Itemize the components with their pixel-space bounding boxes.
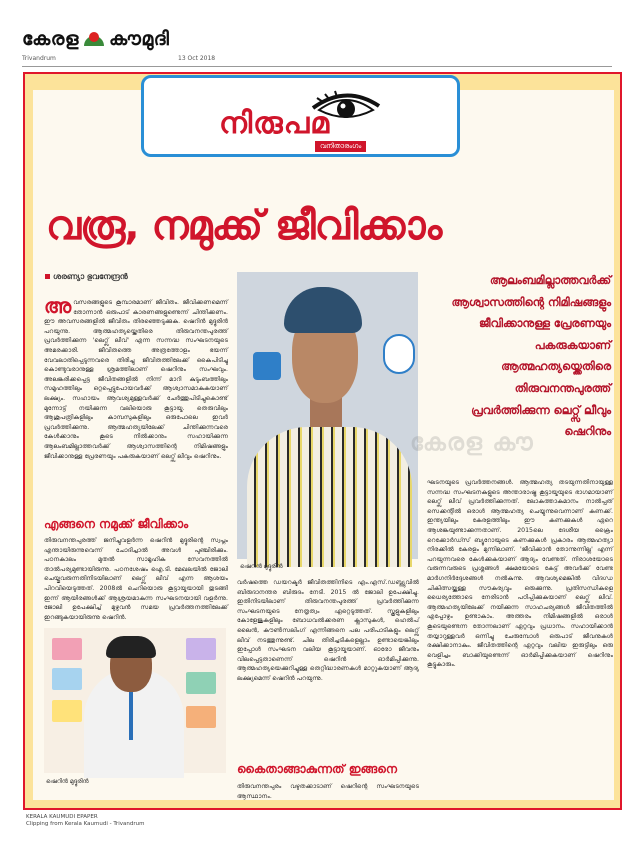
byline-author: ശരണ്യാ ഭുവനേന്ദ്രൻ — [53, 272, 128, 281]
intro-paragraph — [44, 294, 228, 512]
striped-shirt — [247, 427, 412, 567]
section-banner — [141, 75, 460, 157]
intro-text: വസരങ്ങളുടെ കൂമ്പാരമാണ് ജീവിതം. ജീവിക്കണമെന്ന് തോന്നാൻ ഒരുപാട് കാരണങ്ങളുണ്ടെന്ന് ചിന്തിക്കണം. ഈ അവസരങ്ങളിൽ ജീവിതം തിരഞ്ഞെടുക്കുക. ഷെറിൻ മുദ്ദൂരിൻ പറയുന്നു. ആത്മഹത്യയ്ക്കെതിരെ തിരുവനന്തപുരത്ത് പ്രവർത്തിക്കുന്ന 'ലെറ്റ്സ് ലീവ്' എന്ന സന്നദ്ധ സംഘടനയുടെ അമരക്കാരി. ജീവിതത്തെ അത്രത്തോളം ഭയന്ന് വേവലാതിപ്പെടുന്നവരെ തിരിച്ചു ജീവിതത്തിലേക്ക് കൈപിടിച്ചു കൊണ്ടുവരാനുള്ള ശ്രമത്തിലാണ് ഷെറിനും സംഘവും. അലങ്കരിക്കപ്പെട്ട ജീവിതങ്ങളിൽ നിന്ന് മാറി കുടുംബത്തിലും സമൂഹത്തിലും ഒറ്റപ്പെട്ടുപോയവർക്ക് ആശ്വാസമാകുകയാണ് ലക്ഷ്യം. സഹായം ആവശ്യമുള്ളവർക്ക് ചേർത്തുപിടിച്ചുകൊണ്ട് മുന്നോട്ട് നയിക്കുന്ന വലിയൊരു കൂട്ടായ്മ. തെരുവിലും ആശുപത്രികളിലും കാമ്പസുകളിലും ഒരുപോലെ ഇവർ പ്രവർത്തിക്കുന്നു. ആത്മഹത്യയിലേക്ക് ചിന്തിക്കുന്നവരെ കേൾക്കാനും കൂടെ നിൽക്കാനും സഹായിക്കുന്ന ആലംബമില്ലാത്തവർക്ക് ആശ്വാസത്തിന്റെ നിമിഷങ്ങളും ജീവിക്കാനുള്ള പ്രേരണയും പകരുകയാണ് ലെറ്റ്സ് ലീവും ഷെറിനും. — [44, 299, 228, 460]
masthead — [22, 28, 612, 68]
footer — [26, 814, 144, 828]
event-logo-icon — [253, 352, 281, 380]
backdrop-logo-icon — [383, 334, 415, 374]
pull-quote: ആലംബമില്ലാത്തവർക്ക് ആശ്വാസത്തിന്റെ നിമിഷങ്ങളും ജീവിക്കാനുള്ള പ്രേരണയും പകരുകയാണ് ആത്മഹത്യയ്ക്കെതിരെ തിരുവനന്തപുരത്ത് പ്രവർത്തിക്കുന്ന ലെറ്റ്സ് ലീവും ഷെറിനും — [451, 273, 611, 439]
lanyard — [129, 690, 133, 740]
sun-logo-icon — [82, 32, 106, 50]
edition-place: Trivandrum — [22, 55, 56, 62]
main-photo — [237, 272, 418, 559]
section-one-paragraph: തിരുവനന്തപുരത്ത് ജനിച്ചുവളർന്ന ഷെറിൻ മുദ്ദൂരിന്റെ സ്വപ്നം എന്തായിരുന്നുവെന്ന് ചോദിച്ചാൽ അവൾ പുഞ്ചിരിക്കും. പഠനകാലം മുതൽ സാമൂഹിക സേവനത്തിൽ താൽപര്യമുണ്ടായിരുന്നു. പഠനശേഷം ഐ.ടി. മേഖലയിൽ ജോലി ചെയ്തുവരുന്നതിനിടയിലാണ് ലെറ്റ്സ് ലീവ് എന്ന ആശയം പിറവിയെടുത്തത്. 2008ൽ ചെറിയൊരു കൂട്ടായ്മയായി തുടങ്ങി ഇന്ന് ആയിരങ്ങൾക്ക് ആശ്രയമാകുന്ന സംഘടനയായി വളർന്നു. ജോലി ഉപേക്ഷിച്ച് മുഴുവൻ സമയ പ്രവർത്തനത്തിലേക്ക് ഇറങ്ങുകയായിരുന്നു ഷെറിൻ. — [44, 537, 228, 621]
article-headline: വരൂ, നമുക്ക് ജീവിക്കാം — [46, 203, 442, 249]
right-column-text: ഘടനയുടെ പ്രവർത്തനങ്ങൾ. ആത്മഹത്യ തടയുന്നതിനായുള്ള സന്നദ്ധ സംഘടനകളുടെ അന്താരാഷ്ട്ര കൂട്ടായ്മയുടെ ഭാഗമായാണ് ലെറ്റ്സ് ലീവ് പ്രവർത്തിക്കുന്നത്. ലോകത്താകമാനം നാൽപ്പത് സെക്കന്റിൽ ഒരാൾ ആത്മഹത്യ ചെയ്യുന്നുവെന്നാണ് കണക്ക്. ഇന്ത്യയിലും കേരളത്തിലും ഈ കണക്കുകൾ ഏറെ ആശങ്കയുണ്ടാക്കുന്നതാണ്. 2015ലെ ദേശീയ ക്രൈം റെക്കോർഡ്സ് ബ്യൂറോയുടെ കണക്കുകൾ പ്രകാരം ആത്മഹത്യാ നിരക്കിൽ കേരളം മുന്നിലാണ്. 'ജീവിക്കാൻ തോന്നുന്നില്ല' എന്ന് പറയുന്നവരെ കേൾക്കുകയാണ് ആദ്യം വേണ്ടത്. നിരാശയോടെ വരുന്നവരുടെ പ്രശ്നങ്ങൾ ക്ഷമയോടെ കേട്ട് അവർക്ക് വേണ്ട മാർഗനിർദ്ദേശങ്ങൾ നൽകുന്നു. ആവശ്യമെങ്കിൽ വിദഗ്ധ ചികിത്സയ്ക്കുള്ള സൗകര്യവും ഒരുക്കുന്നു. പ്രതിസന്ധികളെ ധൈര്യത്തോടെ നേരിടാൻ പഠിപ്പിക്കുകയാണ് ലെറ്റ്സ് ലീവ്. ആത്മഹത്യയിലേക്ക് നയിക്കുന്ന സാഹചര്യങ്ങൾ ജീവിതത്തിൽ എപ്പോഴും ഉണ്ടാകാം. അത്തരം നിമിഷങ്ങളിൽ ഒരാൾ കൂടെയുണ്ടെന്ന തോന്നലാണ് ഏറ്റവും പ്രധാനം. സഹായിക്കാൻ തയ്യാറുള്ളവർ ഒന്നിച്ചു ചേരുമ്പോൾ ഒരുപാട് ജീവനുകൾ രക്ഷിക്കാനാകും. ജീവിതത്തിന്റെ ഏറ്റവും വലിയ ഇരുട്ടിലും ഒരു വെളിച്ചം ബാക്കിയുണ്ടെന്ന് ഓർമിപ്പിക്കുകയാണ് ഷെറിനും കൂട്ടുകാരും. — [427, 479, 613, 669]
footer-publication: KERALA KAUMUDI EPAPER — [26, 814, 98, 820]
byline-marker-icon — [45, 274, 50, 279]
drop-cap: അ — [44, 294, 72, 318]
title-right: കൗമുദി — [108, 28, 170, 50]
subhead-how-to-live: എങ്ങനെ നമുക്ക് ജീവിക്കാം — [44, 517, 189, 531]
title-left: കേരള — [22, 28, 79, 50]
person-hair — [106, 636, 156, 658]
second-photo — [44, 628, 226, 773]
middle-column-text-end: തിരുവനന്തപുരം വഴുതക്കാടാണ് ഷെറിന്റെ സംഘടനയുടെ ആസ്ഥാനം. — [237, 783, 419, 800]
subhead-support: കൈതാങ്ങാകുന്നത് ഇങ്ങനെ — [237, 762, 397, 776]
second-photo-caption: ഷെറിൻ മുദ്ദൂരിൻ — [46, 778, 89, 785]
edition-date: 13 Oct 2018 — [178, 55, 216, 62]
main-photo-caption: ഷെറിൻ മുദ്ദൂരിൻ — [240, 563, 283, 570]
newspaper-title — [22, 28, 169, 50]
byline — [45, 272, 128, 282]
masthead-divider — [22, 66, 612, 67]
footer-clipping: Clipping from Kerala Kaumudi - Trivandrum — [26, 821, 145, 827]
middle-column-text: വർഷത്തെ ഡയറക്ടർ ജീവിതത്തിനിടെ എം.എസ്.ഡബ്ല്യുവിൽ ബിരുദാനന്തര ബിരുദം നേടി. 2015 ൽ ജോലി ഉപേക്ഷിച്ചു. ഇതിനിടയിലാണ് തിരുവനന്തപുരത്ത് പ്രവർത്തിക്കുന്ന സംഘടനയുടെ നേതൃത്വം ഏറ്റെടുത്തത്. സ്കൂളുകളിലും കോളേജുകളിലും ബോധവൽക്കരണ ക്ലാസുകൾ, ഹെൽപ് ലൈൻ, കൗൺസലിംഗ് എന്നിങ്ങനെ പല പരിപാടികളും ലെറ്റ്സ് ലീവ് നടത്തുന്നുണ്ട്. ചില തിരിച്ചടികളെല്ലാം ഉണ്ടായെങ്കിലും ഇപ്പോൾ സംഘടന വലിയ കൂട്ടായ്മയാണ്. ഓരോ ജീവനും വിലപ്പെട്ടതാണെന്ന് ഷെറിൻ ഓർമിപ്പിക്കുന്നു. ആത്മഹത്യയെക്കുറിച്ചുള്ള തെറ്റിദ്ധാരണകൾ മാറ്റുകയാണ് ആദ്യ ലക്ഷ്യമെന്ന് ഷെറിൻ പറയുന്നു. — [237, 579, 419, 682]
section-subtitle: വനിതാരംഗം — [315, 141, 366, 152]
watermark: കേരള കൗ — [410, 428, 534, 456]
section-title: നിരുപമ — [219, 106, 331, 141]
